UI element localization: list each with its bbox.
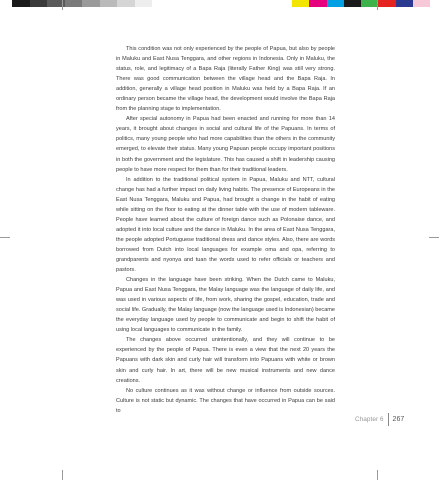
gray-swatch-1 <box>12 0 30 7</box>
paragraph-1: This condition was not only experienced by the people of Papua, but also by people in Maluku and East Nusa Tenggara, and other regions in Indonesia. Only in Maluku, the status, role, and legitimacy of a Bapa Raja (literally Father King) was still very strong. There was good communication between the village head and the Bapa Raja. In addition, generally a village head position in Maluku was held by a Bapa Raja. If an ordinary person became the village head, the development would involve the Bapa Raja from the planning stage to implementation. <box>116 46 335 113</box>
crop-mark-top-left <box>62 0 63 10</box>
gray-swatch-8 <box>135 0 153 7</box>
color-swatch-8 <box>413 0 430 7</box>
gray-swatch-2 <box>30 0 48 7</box>
color-swatch-3 <box>327 0 344 7</box>
gray-swatch-6 <box>100 0 118 7</box>
color-swatch-7 <box>396 0 413 7</box>
chapter-label: Chapter 6 <box>355 415 384 423</box>
crop-mark-top-right <box>377 0 378 10</box>
page-footer <box>355 412 404 426</box>
process-color-bar <box>292 0 430 7</box>
crop-mark-right-mid <box>429 237 439 238</box>
color-swatch-1 <box>292 0 309 7</box>
grayscale-color-bar <box>12 0 152 7</box>
gray-swatch-5 <box>82 0 100 7</box>
crop-mark-left-mid <box>0 237 10 238</box>
footer-divider <box>388 413 389 426</box>
gray-swatch-7 <box>117 0 135 7</box>
crop-mark-bottom-right <box>377 470 378 480</box>
registration-bar <box>0 0 439 8</box>
body-text <box>116 44 335 416</box>
page-number: 267 <box>392 415 405 423</box>
paragraph-6: No culture continues as it was without change or influence from outside sources. Culture is not static but dynamic. The changes that have occurred in Papua can be said to <box>116 387 335 414</box>
paragraph-3: In addition to the traditional political system in Papua, Maluku and NTT, cultural change has had a further impact on daily living habits. The presence of Europeans in the East Nusa Tenggara, Maluku and Papua, had brought a change in the habit of eating while sitting on the floor to eating at the dinner table with the use of modern tableware. People have learned about the culture of foreign dance such as Polonaise dance, and adopted it into local culture and the dance in Maluku. In the area of East Nusa Tenggara, the people adopted Portuguese traditional dress and dance styles. Also, there are words borrowed from Dutch into local languages for example oma and opa, referring to grandparents and nyonya and tuan the words used to refer officials or teachers and pastors. <box>116 176 335 274</box>
color-swatch-4 <box>344 0 361 7</box>
paragraph-4: Changes in the language have been striking. When the Dutch came to Maluku, Papua and East Nusa Tenggara, the Malay language was the language of daily life, and was used in various aspects of life, from work, sharing the gospel, education, trade and social life. Gradually, the Malay language (now the language used is Indonesian) became the everyday language used by people to communicate and begin to shift the habit of using local languages to communicate in the family. <box>116 277 335 334</box>
crop-mark-bottom-left <box>62 470 63 480</box>
gray-swatch-4 <box>65 0 83 7</box>
color-swatch-2 <box>309 0 326 7</box>
paragraph-2: After special autonomy in Papua had been enacted and running for more than 14 years, it brought about changes in social and cultural life of the Papuans. In terms of politics, many young people who had more capabilities than the others in the community emerged, to elevate their status. Many young Papuan people occupy important positions in both the government and the legislature. This has caused a shift in leadership causing people to have more respect for them than for their traditional leaders. <box>116 116 335 173</box>
color-swatch-6 <box>378 0 395 7</box>
paragraph-5: The changes above occurred unintentionally, and they will continue to be experienced by the people of Papua. There is even a view that the next 20 years the Papuans with dark skin and curly hair will transform into Papuans with white or brown skin and curly hair. In art, there will be new musical instruments and new dance creations. <box>116 337 335 384</box>
color-swatch-5 <box>361 0 378 7</box>
